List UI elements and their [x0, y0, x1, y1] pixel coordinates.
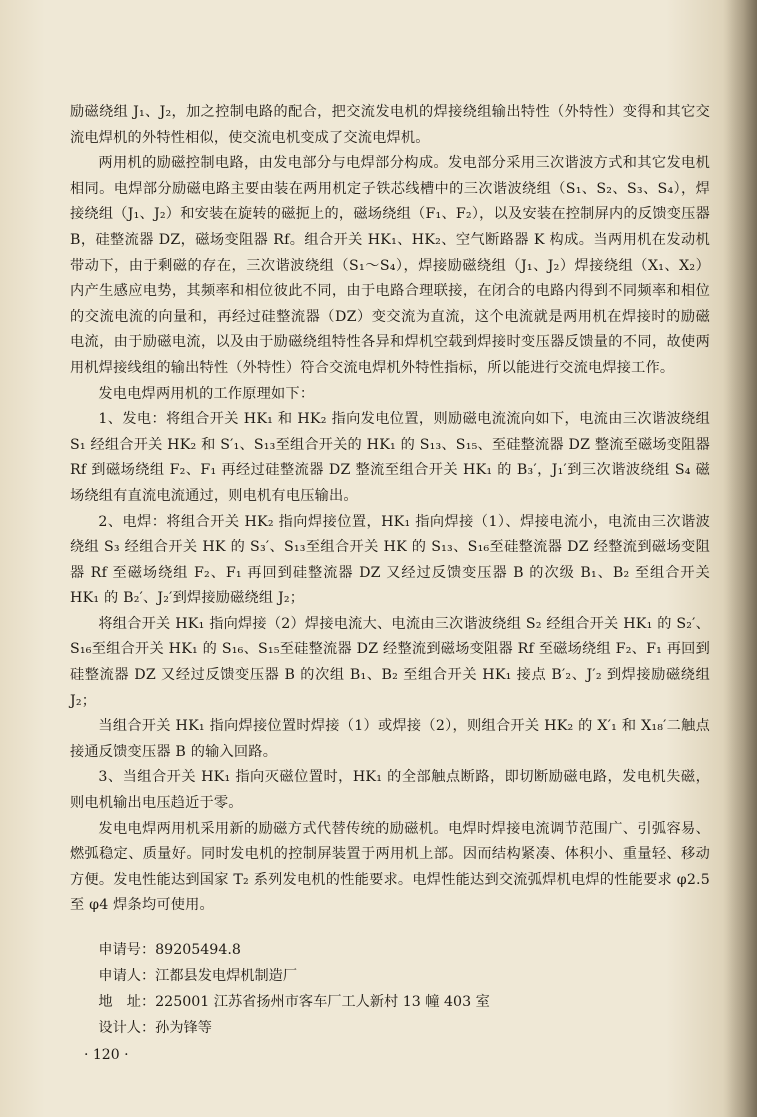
application-number: 申请号：89205494.8: [98, 942, 241, 958]
paragraph-excitation-circuit: 两用机的励磁控制电路，由发电部分与电焊部分构成。发电部分采用三次谐波方式和其它发电机相同。电焊部分励磁电路主要由装在两用机定子铁芯线槽中的三次谐波绕组（S₁、S₂、S₃、S₄），焊接绕组（J₁、J₂）和安装在旋转的磁扼上的，磁场绕组（F₁、F₂），以及安装在控制屏内的反馈变压器 B，硅整流器 DZ，磁场变阻器 Rf。组合开关 HK₁、HK₂、空气断路器 K 构成。当两用机在发动机带动下，由于剩磁的存在，三次谐波绕组（S₁～S₄），焊接励磁绕组（J₁、J₂）焊接绕组（X₁、X₂）内产生感应电势，其频率和相位彼此不同，由于电路合理联接，在闭合的电路内得到不同频率和相位的交流电流的向量和，再经过硅整流器（DZ）变交流为直流，这个电流就是两用机在焊接时的励磁电流，由于励磁电流，以及由于励磁绕组特性各异和焊机空载到焊接时变压器反馈量的不同，故使两用机焊接线组的输出特性（外特性）符合交流电焊机外特性指标，所以能进行交流电焊接工作。: [70, 155, 710, 376]
page-body: [70, 100, 710, 1041]
section-spacer: [70, 919, 710, 937]
applicant: 申请人：江都县发电焊机制造厂: [98, 968, 298, 984]
paragraph-demagnetize: 3、当组合开关 HK₁ 指向灭磁位置时，HK₁ 的全部触点断路，即切断励磁电路，发电机失磁，则电机输出电压趋近于零。: [70, 769, 710, 812]
page-spine-shadow: [723, 0, 757, 1117]
paragraph-principle-intro: 发电电焊两用机的工作原理如下：: [98, 385, 315, 402]
designer: 设计人：孙为锋等: [98, 1020, 212, 1036]
paragraph-welding-2: 将组合开关 HK₁ 指向焊接（2）焊接电流大、电流由三次谐波绕组 S₂ 经组合开关 HK₁ 的 S₂′、S₁₆至组合开关 HK₁ 的 S₁₆、S₁₅至硅整流器 DZ 经整流到磁场变阻器 Rf 至磁场绕组 F₂、F₁ 再回到硅整流器 DZ 又经过反馈变压器 B 的次组 B₁、B₂ 至组合开关 HK₁ 接点 B′₂、J′₂ 到焊接励磁绕组 J₂；: [70, 615, 710, 709]
paragraph-welding: 2、电焊：将组合开关 HK₂ 指向焊接位置，HK₁ 指向焊接（1）、焊接电流小，电流由三次谐波绕组 S₃ 经组合开关 HK 的 S₃′、S₁₃至组合开关 HK 的 S₁₃、S₁₆至硅整流器 DZ 经整流到磁场变阻器 Rf 至磁场绕组 F₂、F₁ 再回到硅整流器 DZ 又经过反馈变压器 B 的次级 B₁、B₂ 至组合开关 HK₁ 的 B₂′、J₂′到焊接励磁绕组 J₂；: [70, 513, 710, 607]
paragraph-feedback-loop: 当组合开关 HK₁ 指向焊接位置时焊接（1）或焊接（2），则组合开关 HK₂ 的 X′₁ 和 X₁₈′二触点接通反馈变压器 B 的输入回路。: [70, 718, 710, 760]
paragraph-summary: 发电电焊两用机采用新的励磁方式代替传统的励磁机。电焊时焊接电流调节范围广、引弧容易、燃弧稳定、质量好。同时发电机的控制屏装置于两用机上部。因而结构紧凑、体积小、重量轻、移动方便。发电性能达到国家 T₂ 系列发电机的性能要求。电焊性能达到交流弧焊机电焊的性能要求 φ2.5 至 φ4 焊条均可使用。: [70, 820, 710, 914]
page-number: · 120 ·: [84, 1047, 129, 1063]
address: 地 址：225001 江苏省扬州市客车厂工人新村 13 幢 403 室: [98, 994, 490, 1010]
paragraph-continuation: 励磁绕组 J₁、J₂，加之控制电路的配合，把交流发电机的焊接绕组输出特性（外特性）变得和其它交流电焊机的外特性相似，使交流电机变成了交流电焊机。: [70, 104, 710, 146]
paragraph-generation: 1、发电：将组合开关 HK₁ 和 HK₂ 指向发电位置，则励磁电流流向如下，电流由三次谐波绕组 S₁ 经组合开关 HK₂ 和 S′₁、S₁₃至组合开关的 HK₁ 的 S₁₃、S₁₅、至硅整流器 DZ 整流至磁场变阻器 Rf 到磁场绕组 F₂、F₁ 再经过硅整流器 DZ 整流至组合开关 HK₁ 的 B₃′，J₁′到三次谐波绕组 S₄ 磁场绕组有直流电流通过，则电机有电压输出。: [70, 411, 710, 504]
